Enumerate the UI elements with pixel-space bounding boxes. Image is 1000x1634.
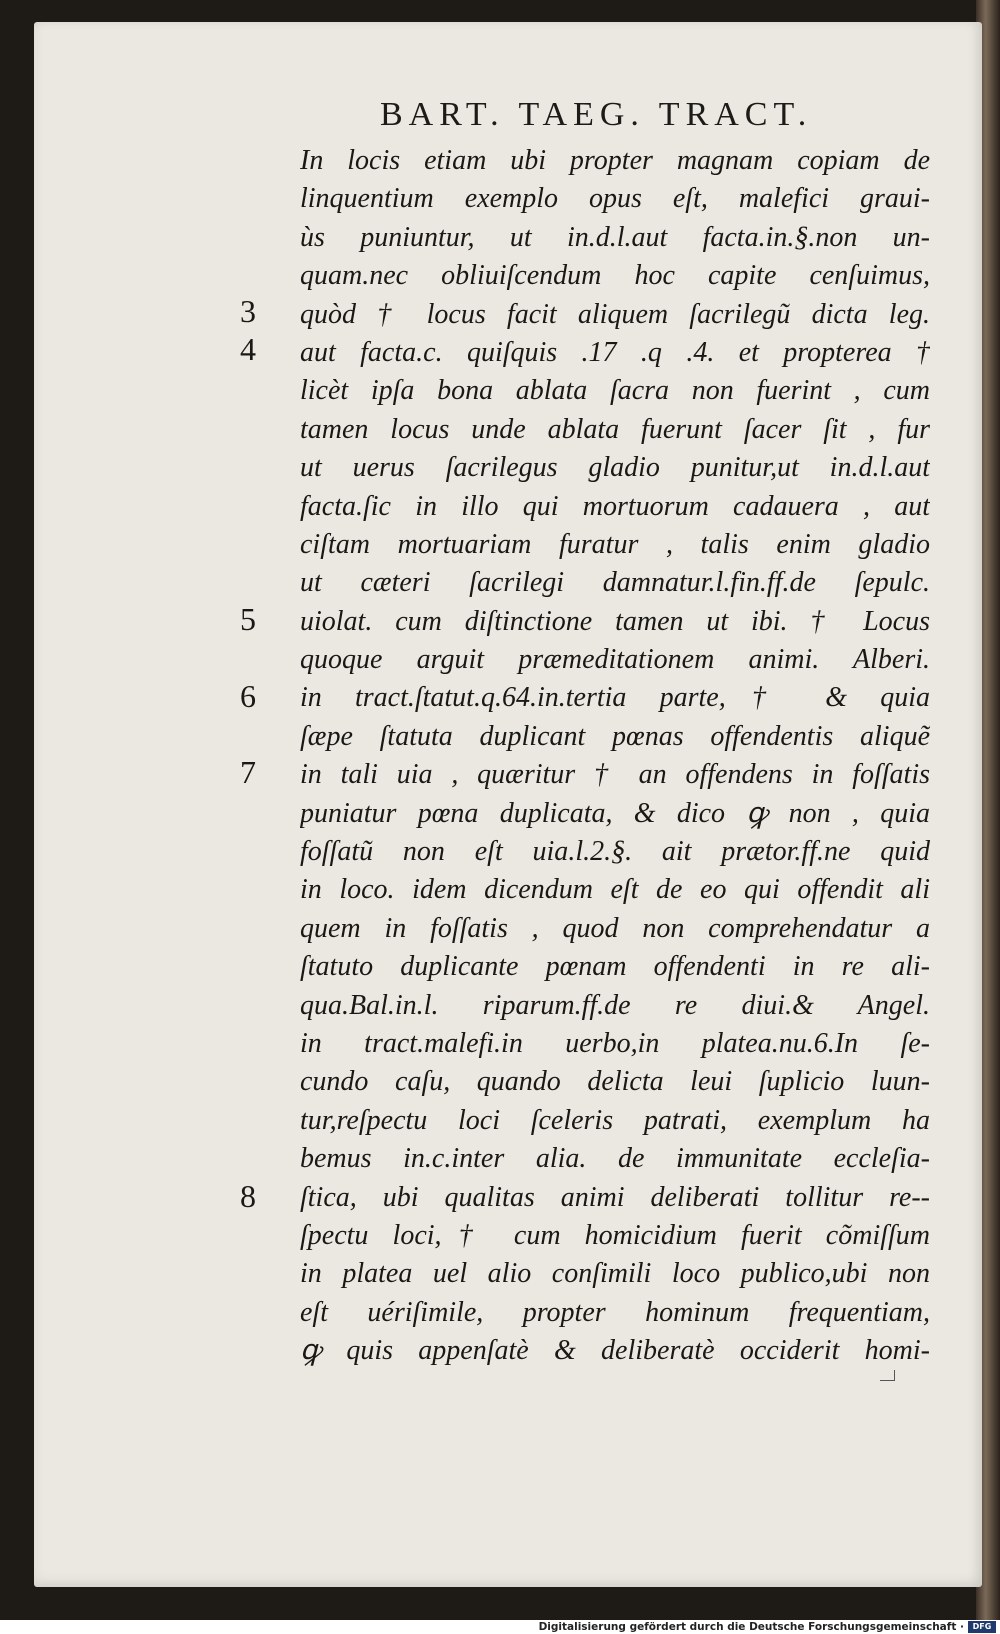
dfg-logo: DFG [968, 1621, 996, 1633]
text-line: eſt uériſimile, propter hominum frequentiam, [300, 1296, 930, 1328]
text-line: quem in foſſatis , quod non comprehendatur a [300, 912, 930, 944]
margin-number: 7 [240, 754, 256, 790]
running-head: BART. TAEG. TRACT. [380, 96, 813, 133]
text-line: tur,reſpectu loci ſceleris patrati, exemplum ha [300, 1104, 930, 1136]
text-line: bemus in.c.inter alia. de immunitate eccleſia- [300, 1143, 930, 1175]
text-line: cundo caſu, quando delicta leui ſuplicio luun- [300, 1066, 930, 1098]
text-line: in tali uia , quæritur † an offendens in foſſatis [300, 759, 930, 791]
text-line: in tract.malefi.in uerbo,in platea.nu.6.In ſe- [300, 1027, 930, 1059]
text-line: quoque arguit præmeditationem animi. Alberi. [300, 644, 930, 676]
text-line: linquentium exemplo opus eſt, malefici graui- [300, 183, 930, 215]
text-line: quòd † locus facit aliquem ſacrilegũ dicta leg. [300, 298, 930, 330]
text-line: ut uerus ſacrilegus gladio punitur,ut in.d.l.aut [300, 452, 930, 484]
margin-number: 5 [240, 601, 256, 637]
text-line: ut cæteri ſacrilegi damnatur.l.fin.ff.de ſepulc. [300, 567, 930, 599]
body-text [300, 142, 930, 1371]
text-line: aut facta.c. quiſquis .17 .q .4. et propterea † [300, 336, 930, 368]
text-line: ſæpe ſtatuta duplicant pœnas offendentis aliquẽ [300, 720, 930, 752]
margin-number: 4 [240, 331, 256, 367]
margin-number: 8 [240, 1178, 256, 1214]
text-line: In locis etiam ubi propter magnam copiam de [300, 145, 930, 176]
funding-credit: Digitalisierung gefördert durch die Deutsche Forschungsgemeinschaft · [538, 1621, 964, 1633]
text-line: ciſtam mortuariam furatur , talis enim gladio [300, 528, 930, 560]
text-line: in loco. idem dicendum eſt de eo qui offendit ali [300, 874, 930, 906]
catchword-mark [880, 1370, 895, 1381]
text-line: in platea uel alio conſimili loco publico,ubi non [300, 1258, 930, 1290]
margin-number: 3 [240, 293, 256, 329]
text-line: uiolat. cum diſtinctione tamen ut ibi. † Locus [300, 605, 930, 637]
text-line: facta.ſic in illo qui mortuorum cadauera , aut [300, 490, 930, 522]
text-line: licèt ipſa bona ablata ſacra non fuerint , cum [300, 375, 930, 407]
text-line: puniatur pœna duplicata, & dico ꝙ non , quia [300, 797, 930, 829]
text-line: in tract.ſtatut.q.64.in.tertia parte,† & quia [300, 682, 930, 714]
text-line: ꝙ quis appenſatè & deliberatè occiderit homi- [300, 1335, 930, 1367]
text-line: ſpectu loci,† cum homicidium fuerit cõmiſſum [300, 1219, 930, 1251]
text-line: tamen locus unde ablata fuerunt ſacer ſit , fur [300, 413, 930, 445]
text-line: foſſatũ non eſt uia.l.2.§. ait prætor.ff.ne quid [300, 836, 930, 868]
text-line: qua.Bal.in.l. riparum.ff.de re diui.& Angel. [300, 989, 930, 1021]
margin-number: 6 [240, 678, 256, 714]
text-line: ſtatuto duplicante pœnam offendenti in re ali- [300, 951, 930, 983]
footer-bar [0, 1620, 1000, 1634]
text-line: ùs puniuntur, ut in.d.l.aut facta.in.§.non un- [300, 221, 930, 253]
text-line: ſtica, ubi qualitas animi deliberati tollitur re-- [300, 1181, 930, 1213]
text-line: quam.nec obliuiſcendum hoc capite cenſuimus, [300, 260, 930, 292]
